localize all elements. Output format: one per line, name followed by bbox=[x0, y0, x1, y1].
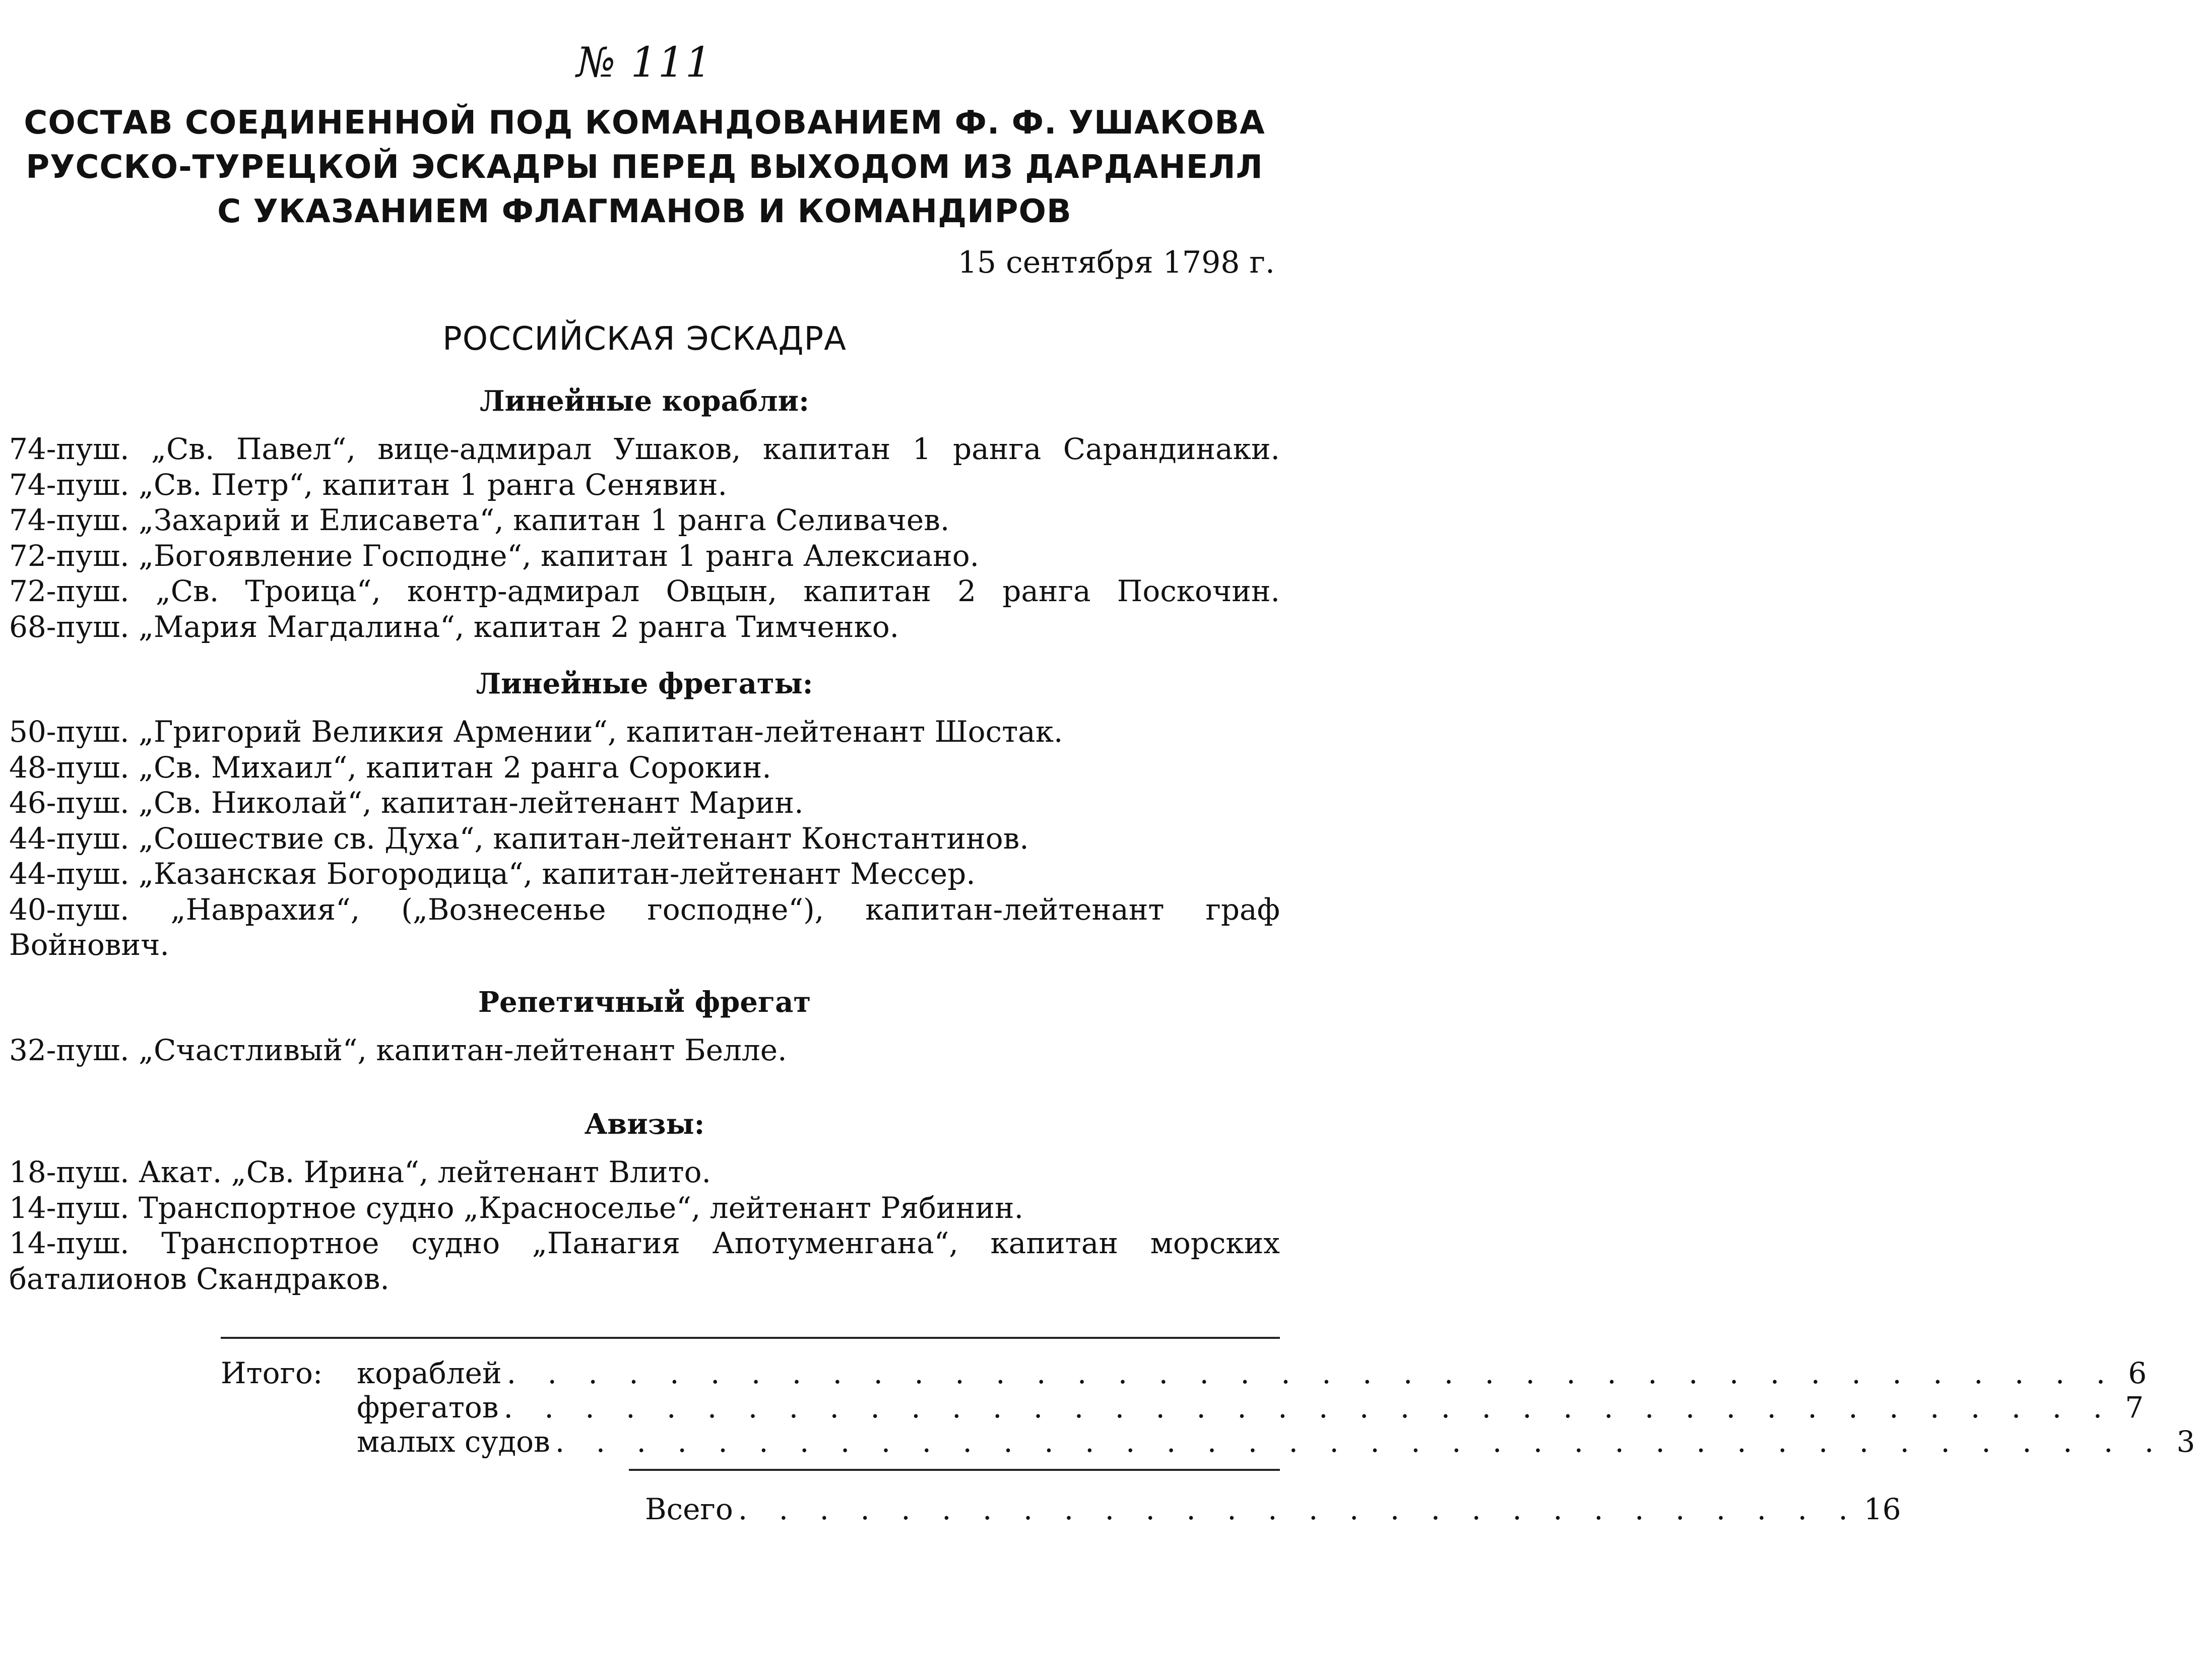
title-line: СОСТАВ СОЕДИНЕННОЙ ПОД КОМАНДОВАНИЕМ Ф. Ф. УШАКОВА bbox=[24, 104, 1265, 142]
list-item: 72-пуш. „Св. Троица“, контр-адмирал Овцын, капитан 2 ранга Поскочин. bbox=[9, 574, 1280, 608]
totals-divider-top bbox=[221, 1337, 1280, 1339]
document-number: № 111 bbox=[576, 39, 713, 87]
list-item: 74-пуш. „Захарий и Елисавета“, капитан 1 ранга Селивачев. bbox=[9, 503, 950, 537]
totals-row-frigates bbox=[9, 1390, 2144, 1425]
section-list-repeater-frigate bbox=[9, 1032, 1280, 1068]
totals-row-value: 6 bbox=[2128, 1356, 2147, 1390]
totals-row-label: малых судов bbox=[357, 1425, 550, 1459]
totals-row-value: 3 bbox=[2176, 1425, 2195, 1459]
list-item: 46-пуш. „Св. Николай“, капитан-лейтенант Марин. bbox=[9, 786, 804, 820]
list-item: 14-пуш. Транспортное судно „Панагия Апотуменгана“, капитан морских баталионов Скандраков. bbox=[9, 1226, 1280, 1296]
totals-row-small-vessels bbox=[9, 1425, 2195, 1459]
dot-leader: . . . . . . . . . . . . . . . . . . . . . . . . . . . . . . . . . . . . . . . . bbox=[506, 1356, 2117, 1390]
list-item: 44-пуш. „Сошествие св. Духа“, капитан-лейтенант Константинов. bbox=[9, 821, 1029, 856]
dot-leader: . . . . . . . . . . . . . . . . . . . . . . . . . . . . . . . . . . . . . . . . bbox=[503, 1390, 2113, 1425]
section-list-avisos bbox=[9, 1154, 1280, 1297]
list-item: 74-пуш. „Св. Петр“, капитан 1 ранга Сенявин. bbox=[9, 467, 727, 502]
totals-divider-bottom bbox=[629, 1469, 1280, 1471]
list-item: 68-пуш. „Мария Магдалина“, капитан 2 ранга Тимченко. bbox=[9, 609, 899, 644]
grand-total-value: 16 bbox=[1863, 1492, 1901, 1526]
section-title-avisos: Авизы: bbox=[584, 1108, 705, 1141]
totals-row-value: 7 bbox=[2125, 1390, 2144, 1425]
dot-leader: . . . . . . . . . . . . . . . . . . . . . . . . . . . . . . . . . . . . . . . . bbox=[555, 1425, 2165, 1459]
document-page bbox=[9, 35, 2195, 1529]
squadron-heading: РОССИЙСКАЯ ЭСКАДРА bbox=[442, 320, 847, 358]
section-title-ships: Линейные корабли: bbox=[480, 384, 809, 418]
grand-total-row bbox=[9, 1489, 1901, 1529]
title-line: РУССКО-ТУРЕЦКОЙ ЭСКАДРЫ ПЕРЕД ВЫХОДОМ ИЗ ДАРДАНЕЛЛ bbox=[26, 149, 1263, 186]
section-list-frigates bbox=[9, 714, 1280, 963]
list-item: 44-пуш. „Казанская Богородица“, капитан-лейтенант Мессер. bbox=[9, 857, 976, 891]
grand-total-label: Всего bbox=[645, 1492, 733, 1526]
dot-leader: . . . . . . . . . . . . . . . . . . . . . . . . . . . . bbox=[738, 1492, 1859, 1526]
document-date: 15 сентября 1798 г. bbox=[957, 245, 1275, 280]
list-item: 74-пуш. „Св. Павел“, вице-адмирал Ушаков, капитан 1 ранга Сарандинаки. bbox=[9, 432, 1280, 466]
section-title-repeater-frigate: Репетичный фрегат bbox=[478, 985, 811, 1019]
title-line: С УКАЗАНИЕМ ФЛАГМАНОВ И КОМАНДИРОВ bbox=[217, 193, 1072, 230]
list-item: 32-пуш. „Счастливый“, капитан-лейтенант Белле. bbox=[9, 1032, 787, 1067]
totals-label: Итого: bbox=[221, 1356, 323, 1390]
list-item: 14-пуш. Транспортное судно „Красноселье“, лейтенант Рябинин. bbox=[9, 1190, 1024, 1225]
section-list-ships bbox=[9, 431, 1280, 644]
document-title bbox=[9, 101, 1280, 234]
list-item: 48-пуш. „Св. Михаил“, капитан 2 ранга Сорокин. bbox=[9, 750, 771, 785]
section-title-frigates: Линейные фрегаты: bbox=[476, 667, 813, 700]
list-item: 40-пуш. „Наврахия“, („Вознесенье господне“), капитан-лейтенант граф Войнович. bbox=[9, 892, 1280, 962]
list-item: 18-пуш. Акат. „Св. Ирина“, лейтенант Влито. bbox=[9, 1155, 711, 1189]
totals-row-label: кораблей bbox=[357, 1356, 502, 1390]
totals-block bbox=[9, 1337, 2195, 1529]
list-item: 72-пуш. „Богоявление Господне“, капитан 1 ранга Алексиано. bbox=[9, 538, 980, 573]
list-item: 50-пуш. „Григорий Великия Армении“, капитан-лейтенант Шостак. bbox=[9, 715, 1063, 749]
totals-row-ships bbox=[9, 1356, 2147, 1390]
totals-row-label: фрегатов bbox=[357, 1390, 499, 1425]
